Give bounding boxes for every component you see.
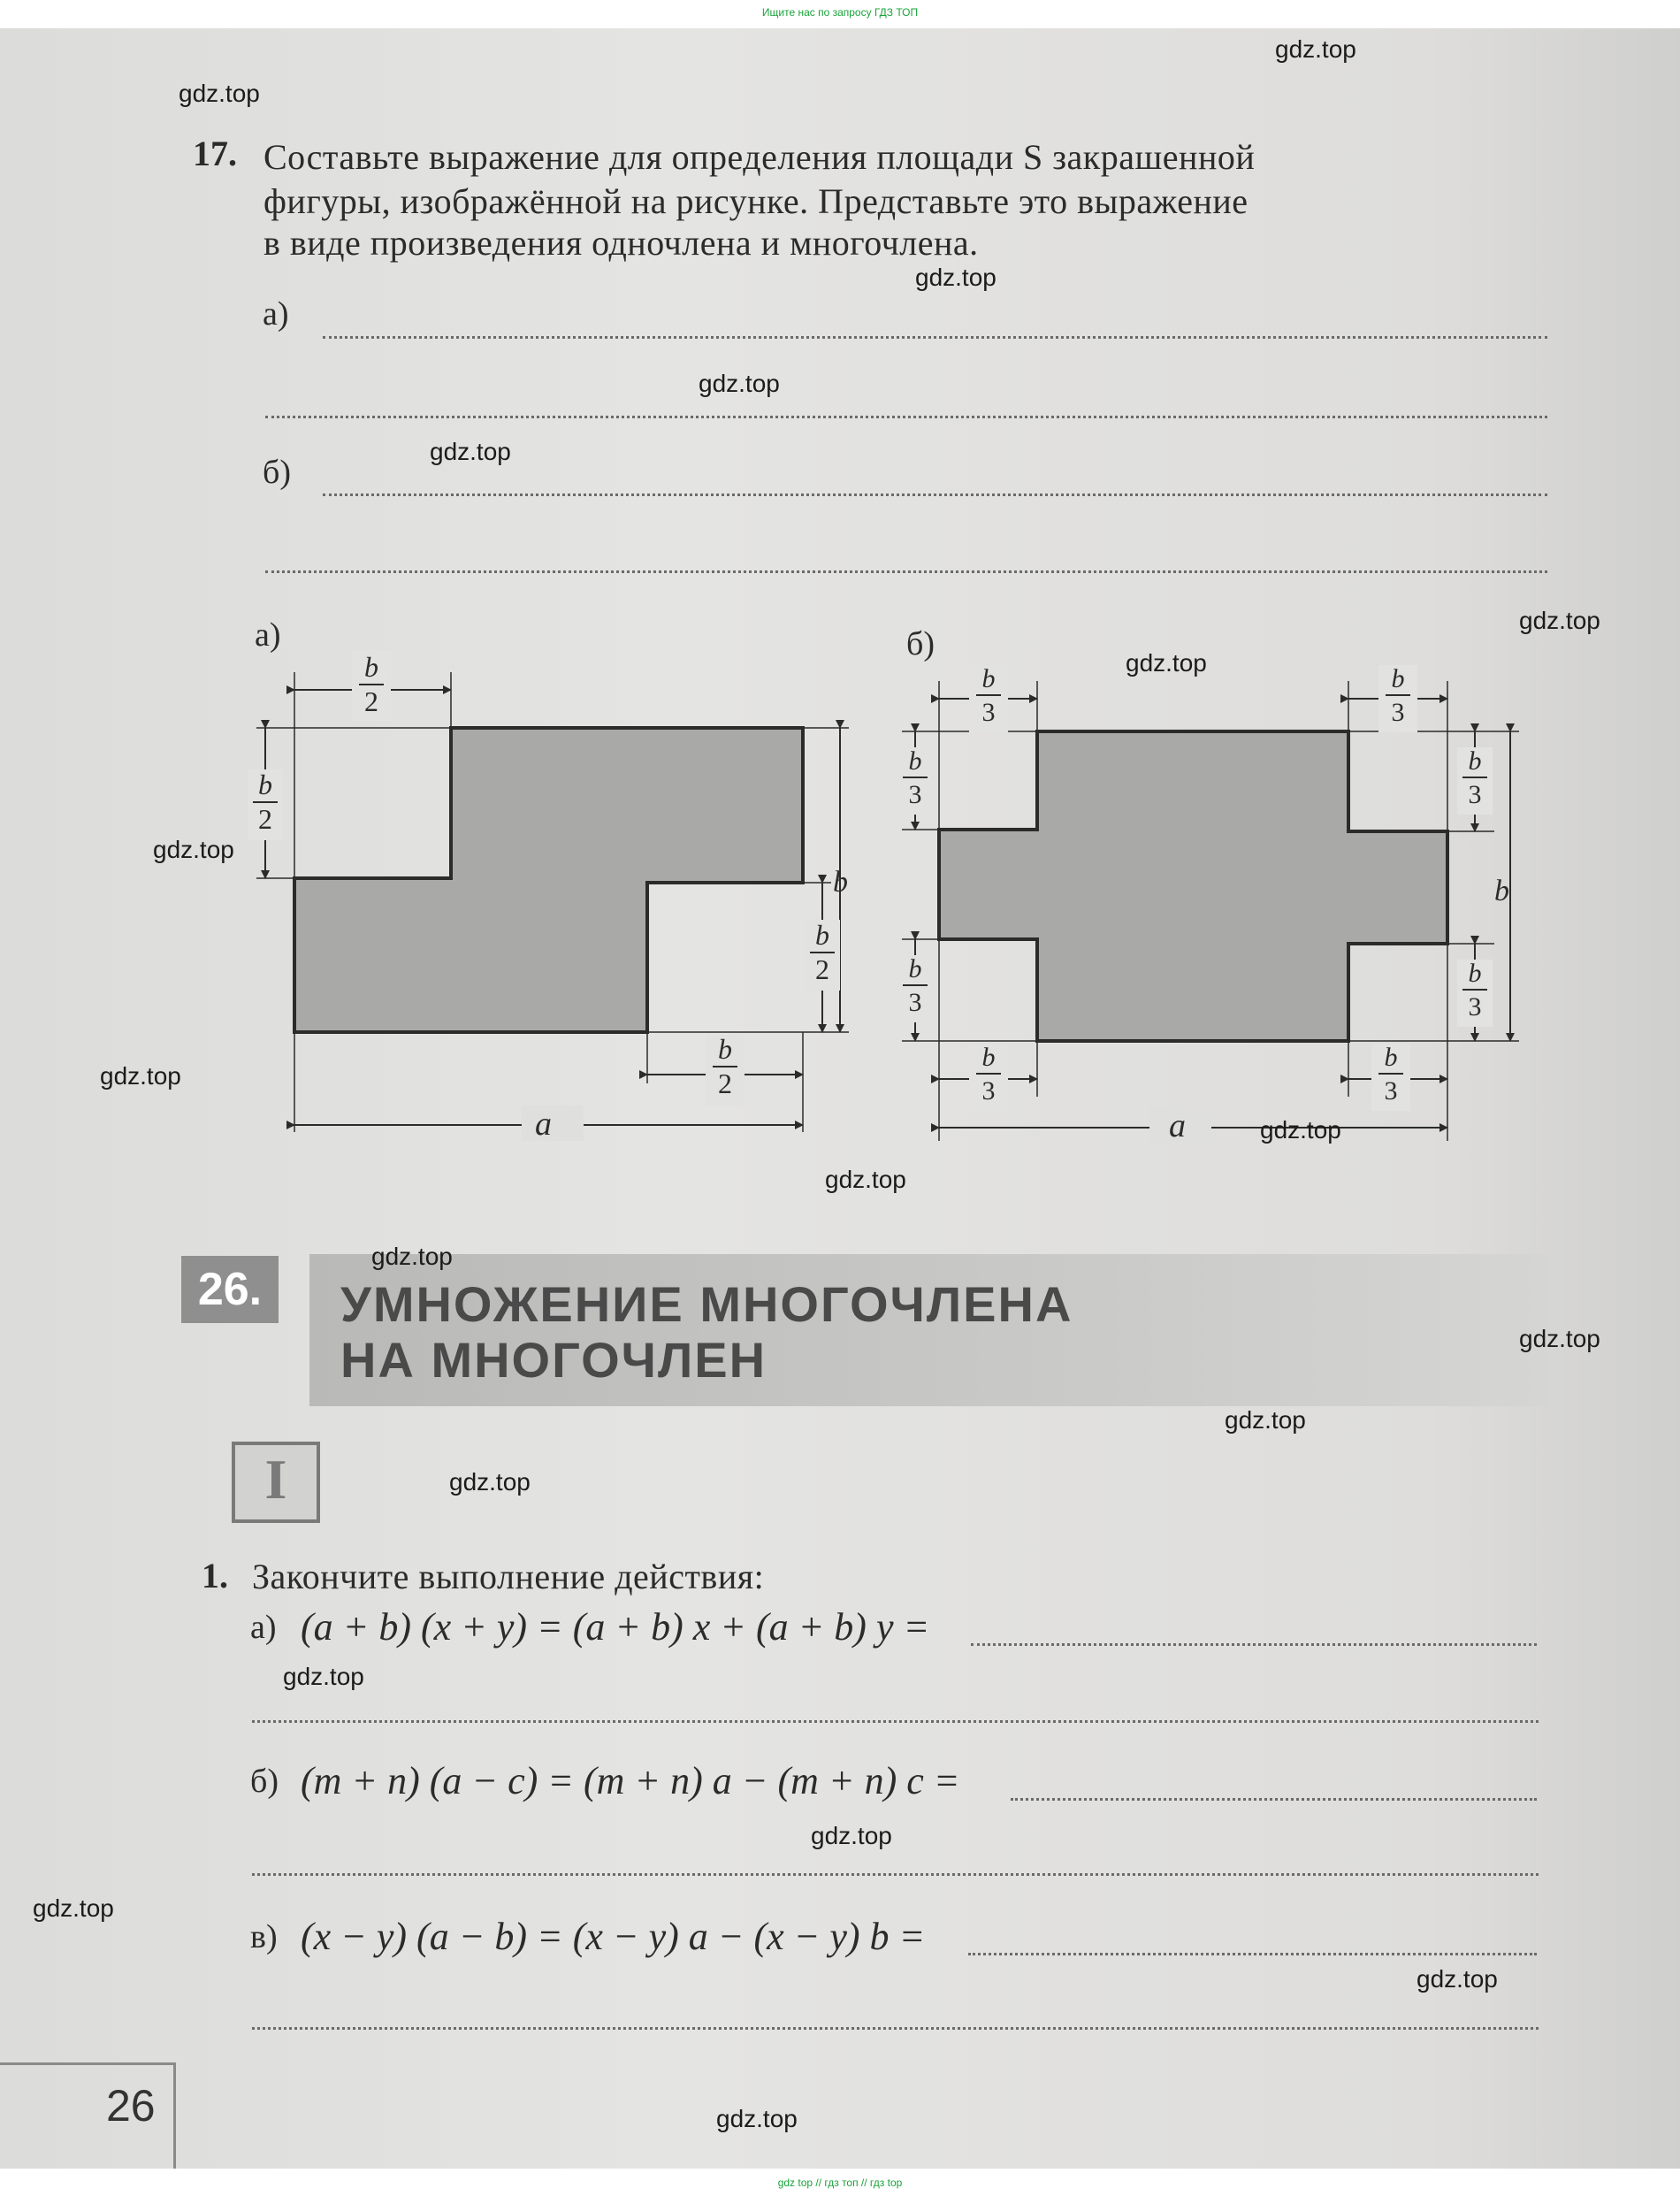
figure-b [884, 619, 1539, 1167]
task1-number: 1. [202, 1556, 228, 1595]
task1-c-equation: (x − y) (a − b) = (x − y) a − (x − y) b = [301, 1915, 926, 1958]
figure-a-b-label: b [833, 866, 848, 899]
frac-left-num: b [258, 769, 272, 800]
level-badge [232, 1442, 320, 1523]
figure-b-b-label: b [1494, 875, 1509, 907]
task17-line3: в виде произведения одночлена и многочлена. [263, 223, 979, 263]
watermark: gdz.top [371, 1243, 453, 1270]
svg-text:3: 3 [1391, 698, 1405, 727]
task17-answer-a-label: а) [263, 295, 289, 333]
answer-line-1b1[interactable] [1011, 1798, 1537, 1801]
frac-top-num: b [364, 651, 378, 683]
section-number-box [181, 1256, 279, 1323]
figure-a [239, 619, 875, 1167]
watermark: gdz.top [33, 1894, 114, 1922]
frac-b3-left-lower [897, 954, 933, 1022]
watermark: gdz.top [1260, 1116, 1341, 1144]
answer-line-1c2[interactable] [252, 2027, 1539, 2030]
svg-text:3: 3 [908, 780, 922, 809]
task1-text: Закончите выполнение действия: [252, 1557, 765, 1596]
top-banner [0, 0, 1680, 28]
frac-right-den: 2 [815, 953, 829, 985]
svg-text:b: b [1391, 664, 1405, 693]
watermark: gdz.top [1225, 1406, 1306, 1434]
task1-b-label: б) [250, 1763, 279, 1800]
task17-answer-b-label: б) [263, 454, 291, 491]
task1-b-equation: (m + n) (a − c) = (m + n) a − (m + n) c = [301, 1759, 960, 1802]
svg-text:b: b [1384, 1043, 1398, 1072]
page-number: 26 [106, 2081, 156, 2131]
watermark: gdz.top [100, 1062, 181, 1090]
bottom-banner [0, 2169, 1680, 2196]
svg-text:b: b [908, 954, 922, 983]
task1-a-equation: (a + b) (x + y) = (a + b) x + (a + b) y = [301, 1605, 930, 1649]
frac-b3-bottom-right [1371, 1043, 1410, 1111]
shaded-figure-b [939, 731, 1447, 1041]
watermark: gdz.top [1519, 1325, 1600, 1352]
watermark: gdz.top [699, 370, 780, 397]
frac-b3-top-left [969, 664, 1008, 732]
svg-text:3: 3 [908, 988, 922, 1017]
svg-text:3: 3 [981, 1076, 996, 1106]
section-title-line1: УМНОЖЕНИЕ МНОГОЧЛЕНА [340, 1276, 1073, 1332]
answer-line-b2[interactable] [265, 570, 1547, 573]
watermark: gdz.top [1275, 35, 1356, 63]
watermark: gdz.top [430, 438, 511, 465]
frac-b3-bottom-left [969, 1043, 1008, 1111]
figure-b-label: б) [906, 625, 935, 662]
answer-line-1a2[interactable] [252, 1720, 1539, 1723]
task17-line1: Составьте выражение для определения площади S закрашенной [263, 137, 1256, 177]
watermark: gdz.top [1417, 1965, 1498, 1993]
watermark: gdz.top [825, 1166, 906, 1193]
answer-line-a2[interactable] [265, 416, 1547, 418]
figure-b-a-label: a [1169, 1107, 1186, 1144]
svg-text:b: b [981, 1043, 996, 1072]
frac-bottom-num: b [718, 1033, 732, 1065]
figure-a-a-label: a [535, 1106, 552, 1143]
figure-a-label: а) [255, 619, 281, 654]
svg-text:3: 3 [1384, 1076, 1398, 1106]
frac-b3-right-lower [1457, 959, 1493, 1027]
frac-left-den: 2 [258, 803, 272, 835]
watermark: gdz.top [811, 1822, 892, 1849]
svg-text:3: 3 [981, 698, 996, 727]
frac-b3-left-upper [897, 746, 933, 815]
frac-top-den: 2 [364, 685, 378, 717]
frac-b3-top-right [1378, 664, 1417, 732]
svg-text:3: 3 [1468, 992, 1482, 1021]
svg-text:b: b [981, 664, 996, 693]
svg-text:b: b [1468, 746, 1482, 776]
shaded-figure-a [294, 728, 803, 1032]
answer-line-a1[interactable] [323, 336, 1547, 339]
svg-text:b: b [908, 746, 922, 776]
watermark: gdz.top [716, 2105, 798, 2132]
answer-line-1b2[interactable] [252, 1873, 1539, 1876]
section-number: 26. [197, 1264, 263, 1315]
answer-line-b1[interactable] [323, 494, 1547, 496]
answer-line-1c1[interactable] [968, 1953, 1537, 1955]
section-title-line2: НА МНОГОЧЛЕН [340, 1332, 767, 1388]
watermark: gdz.top [153, 836, 234, 863]
answer-line-1a1[interactable] [971, 1643, 1537, 1646]
task1-a-label: а) [250, 1609, 277, 1646]
watermark: gdz.top [283, 1663, 364, 1690]
frac-b3-right-upper [1457, 746, 1493, 815]
watermark: gdz.top [179, 80, 260, 107]
watermark: gdz.top [449, 1468, 531, 1496]
task1-c-label: в) [250, 1918, 278, 1955]
frac-bottom-den: 2 [718, 1067, 732, 1099]
svg-text:b: b [1468, 959, 1482, 988]
top-banner-text: Ищите нас по запросу ГДЗ ТОП [761, 6, 919, 19]
task17-number: 17. [193, 134, 237, 173]
watermark: gdz.top [1126, 649, 1207, 677]
frac-right-num: b [815, 919, 829, 951]
watermark: gdz.top [1519, 607, 1600, 634]
bottom-banner-text: gdz top // гдз топ // гдз top [777, 2177, 903, 2189]
task17-line2: фигуры, изображённой на рисунке. Представьте это выражение [263, 181, 1249, 221]
watermark: gdz.top [915, 264, 997, 291]
svg-text:3: 3 [1468, 780, 1482, 809]
level-number: I [264, 1448, 287, 1511]
